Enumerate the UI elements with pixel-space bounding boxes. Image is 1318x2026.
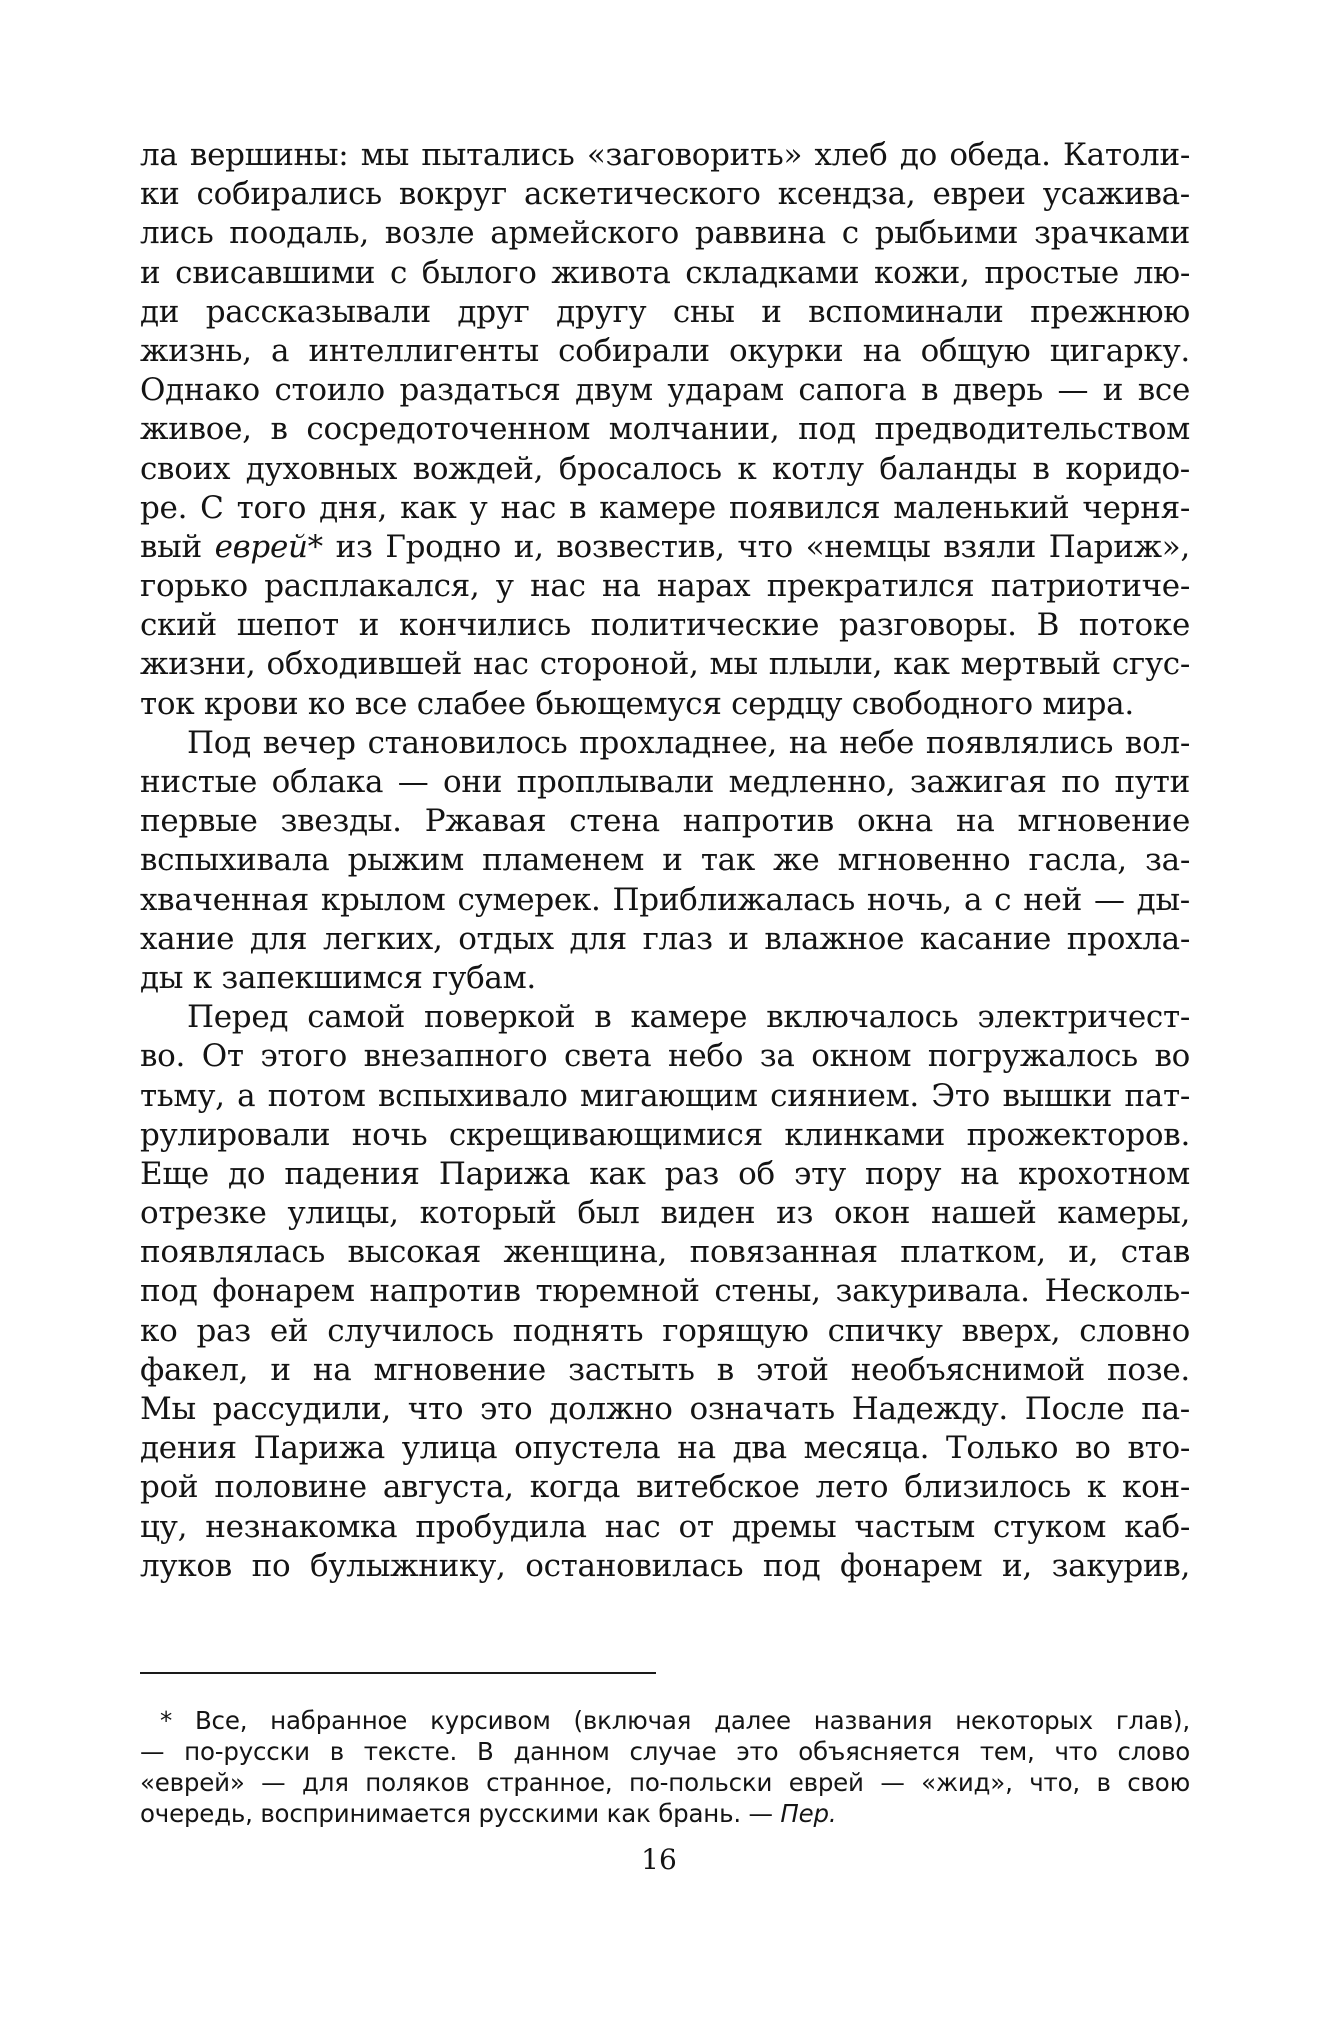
text-line: Перед самой поверкой в камере включалось электричест- bbox=[187, 999, 1190, 1036]
text-line: ре. С того дня, как у нас в камере появился маленький черня- bbox=[140, 489, 1190, 526]
footnote-attribution: Пер. bbox=[780, 1799, 837, 1828]
page-body bbox=[140, 136, 1190, 1586]
text-line: рулировали ночь скрещивающимися клинками прожекторов. bbox=[140, 1116, 1190, 1153]
text-line: Однако стоило раздаться двум ударам сапога в дверь — и все bbox=[140, 372, 1190, 409]
text-line: ди рассказывали друг другу сны и вспоминали прежнюю bbox=[140, 293, 1190, 330]
footnote-divider bbox=[140, 1672, 656, 1674]
text-line: первые звезды. Ржавая стена напротив окна на мгновение bbox=[140, 803, 1190, 840]
paragraph-3 bbox=[140, 998, 1190, 1586]
paragraph-1 bbox=[140, 136, 1190, 724]
text-line: Еще до падения Парижа как раз об эту пору на крохотном bbox=[140, 1155, 1190, 1192]
text-line: ский шепот и кончились политические разговоры. В потоке bbox=[140, 607, 1190, 644]
footnote-line-last bbox=[140, 1798, 1190, 1829]
text-line: и свисавшими с былого живота складками кожи, простые лю- bbox=[140, 254, 1190, 291]
text-line: ды к запекшимся губам. bbox=[140, 959, 536, 996]
text-line: рой половине августа, когда витебское лето близилось к кон- bbox=[140, 1469, 1190, 1506]
text-line: ла вершины: мы пытались «заговорить» хлеб до обеда. Католи- bbox=[140, 137, 1190, 173]
text-line: Под вечер становилось прохладнее, на небе появлялись вол- bbox=[187, 724, 1190, 761]
footnote-line: «еврей» — для поляков странное, по-польски еврей — «жид», что, в свою bbox=[140, 1768, 1190, 1797]
text-line: факел, и на мгновение застыть в этой необъяснимой позе. bbox=[140, 1351, 1190, 1388]
footnote-line: — по-русски в тексте. В данном случае это объясняется тем, что слово bbox=[140, 1737, 1190, 1766]
text-line: своих духовных вождей, бросалось к котлу баланды в коридо- bbox=[140, 450, 1190, 487]
italic-word: еврей* bbox=[214, 528, 323, 565]
page-number: 16 bbox=[641, 1843, 677, 1876]
text-line: хваченная крылом сумерек. Приближалась ночь, а с ней — ды- bbox=[140, 881, 1190, 918]
text-line: жизнь, а интеллигенты собирали окурки на общую цигарку. bbox=[140, 332, 1190, 369]
text-line: под фонарем напротив тюремной стены, закуривала. Несколь- bbox=[140, 1273, 1190, 1310]
text-line: отрезке улицы, который был виден из окон нашей камеры, bbox=[140, 1195, 1190, 1232]
text-line: хание для легких, отдых для глаз и влажное касание прохла- bbox=[140, 920, 1190, 957]
text-line: цу, незнакомка пробудила нас от дремы частым стуком каб- bbox=[140, 1508, 1190, 1545]
text-line: луков по булыжнику, остановилась под фонарем и, закурив, bbox=[140, 1547, 1190, 1584]
footnote bbox=[140, 1705, 1190, 1829]
text-line: живое, в сосредоточенном молчании, под предводительством bbox=[140, 411, 1190, 448]
text-line: во. От этого внезапного света небо за окном погружалось во bbox=[140, 1038, 1190, 1075]
footnote-line: * Все, набранное курсивом (включая далее названия некоторых глав), bbox=[160, 1706, 1190, 1735]
text-segment: вый bbox=[140, 528, 202, 565]
text-line: Мы рассудили, что это должно означать Надежду. После па- bbox=[140, 1391, 1190, 1427]
text-line: нистые облака — они проплывали медленно, зажигая по пути bbox=[140, 764, 1190, 800]
text-segment: из Гродно и, возвестив, что «немцы взяли Париж», bbox=[322, 528, 1190, 565]
text-line: тьму, а потом вспыхивало мигающим сиянием. Это вышки пат- bbox=[140, 1077, 1190, 1114]
text-line: дения Парижа улица опустела на два месяца. Только во вто- bbox=[140, 1430, 1190, 1467]
text-line: ток крови ко все слабее бьющемуся сердцу свободного мира. bbox=[140, 685, 1134, 722]
footnote-text: очередь, воспринимается русскими как брань. — bbox=[140, 1799, 781, 1828]
text-line: ко раз ей случилось поднять горящую спичку вверх, словно bbox=[140, 1312, 1190, 1349]
text-line-with-italic bbox=[140, 528, 1190, 567]
text-line: ки собирались вокруг аскетического ксендза, евреи усажива- bbox=[140, 176, 1190, 213]
text-line: жизни, обходившей нас стороной, мы плыли, как мертвый сгус- bbox=[140, 646, 1190, 683]
paragraph-2 bbox=[140, 724, 1190, 998]
text-line: вспыхивала рыжим пламенем и так же мгновенно гасла, за- bbox=[140, 842, 1190, 879]
text-line: горько расплакался, у нас на нарах прекратился патриотиче- bbox=[140, 568, 1190, 605]
text-line: появлялась высокая женщина, повязанная платком, и, став bbox=[140, 1234, 1190, 1271]
text-line: лись поодаль, возле армейского раввина с рыбьими зрачками bbox=[140, 215, 1190, 252]
